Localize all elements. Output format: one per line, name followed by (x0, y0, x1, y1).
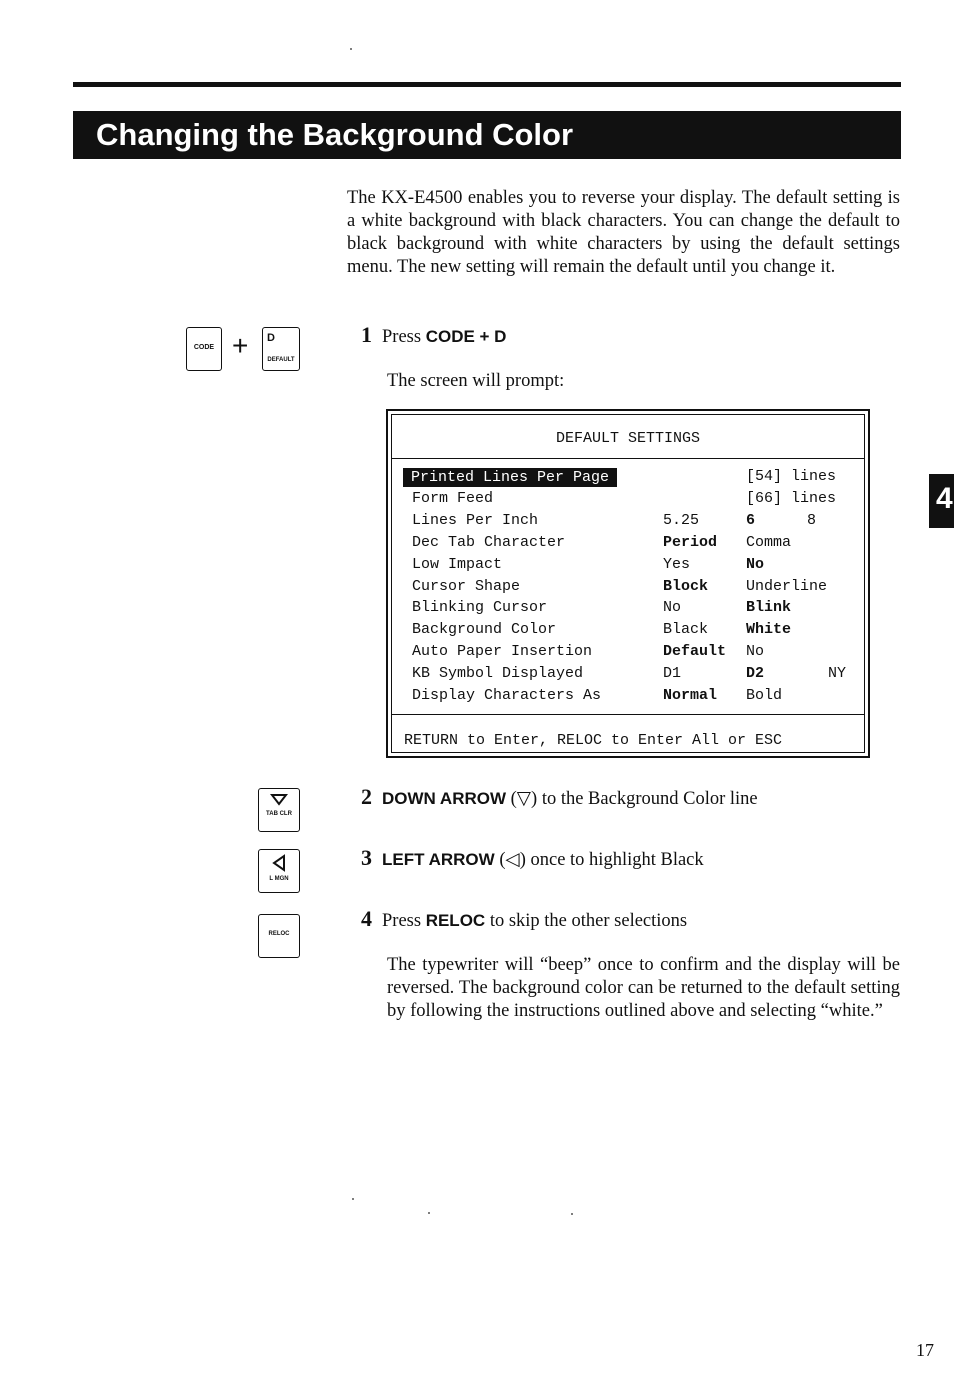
settings-row[interactable] (412, 643, 854, 665)
scan-speck (350, 48, 352, 50)
step-number: 2 (361, 784, 372, 809)
step-key: LEFT ARROW (382, 850, 495, 869)
screen-title: DEFAULT SETTINGS (555, 430, 701, 447)
setting-option-1: Yes (663, 555, 691, 573)
screen-divider (392, 458, 864, 459)
settings-row[interactable] (412, 578, 854, 600)
top-rule (73, 82, 901, 87)
page-number: 17 (916, 1340, 934, 1360)
setting-option-1: No (663, 599, 682, 617)
settings-row[interactable] (412, 599, 854, 621)
step-text: Press (382, 327, 426, 347)
default-settings-screen (386, 409, 870, 758)
step-text: to skip the other selections (485, 911, 688, 931)
reloc-key-icon (258, 914, 300, 958)
step-key: RELOC (425, 911, 486, 930)
plus-sign: + (232, 330, 249, 361)
l-mgn-label: L MGN (269, 876, 289, 882)
setting-option-2: Underline (746, 577, 828, 595)
screen-footer: RETURN to Enter, RELOC to Enter All or ESC (404, 732, 783, 749)
left-arrow-icon (271, 854, 287, 872)
prompt-text: The screen will prompt: (387, 371, 565, 391)
step-key: DOWN ARROW (382, 789, 507, 808)
setting-option-2: D2 (746, 665, 765, 683)
setting-label: Printed Lines Per Page (403, 468, 617, 487)
setting-option-2: No (746, 555, 765, 573)
settings-row[interactable] (412, 556, 854, 578)
setting-option-2: Comma (746, 533, 792, 551)
setting-option-2: Bold (746, 687, 783, 704)
settings-row[interactable] (412, 468, 854, 490)
setting-label: Low Impact (412, 555, 503, 573)
settings-row[interactable] (412, 621, 854, 643)
setting-option-2: [66] lines (746, 489, 837, 507)
setting-option-1: D1 (663, 665, 682, 683)
step-number: 4 (361, 906, 372, 931)
setting-option-1: Block (663, 577, 709, 595)
step-text: Press (382, 911, 426, 931)
settings-row[interactable] (412, 490, 854, 512)
step-3 (361, 845, 704, 871)
scan-speck (428, 1212, 430, 1214)
scan-speck (352, 1198, 354, 1200)
setting-label: Form Feed (412, 489, 494, 507)
left-arrow-l-mgn-key-icon (258, 849, 300, 893)
setting-option-1: Black (663, 621, 709, 639)
down-arrow-icon (270, 792, 288, 806)
setting-label: Cursor Shape (412, 577, 521, 595)
setting-label: Display Characters As (412, 687, 602, 704)
settings-row[interactable] (412, 512, 854, 534)
setting-option-2: No (746, 643, 765, 661)
step-number: 3 (361, 845, 372, 870)
chapter-tab (929, 474, 954, 528)
code-key-label: CODE (193, 344, 215, 351)
setting-option-2: [54] lines (746, 468, 837, 485)
setting-option-2: 6 (746, 511, 756, 529)
code-key-icon (186, 327, 222, 371)
settings-row[interactable] (412, 665, 854, 687)
intro-paragraph: The KX-E4500 enables you to reverse your display. The default setting is a white background with black characters. You can change the default to black background with white characters by using the default settings menu. The new setting will remain the default until you change it. (347, 188, 900, 277)
scan-speck (571, 1213, 573, 1215)
step-4 (361, 906, 687, 932)
d-key-label: D (267, 332, 275, 344)
tab-clr-label: TAB CLR (266, 811, 292, 817)
title-bar (73, 111, 901, 159)
setting-option-1: Normal (663, 687, 718, 704)
setting-option-2: White (746, 621, 792, 639)
step-text: (◁) once to highlight Black (494, 850, 704, 870)
down-arrow-tab-clr-key-icon (258, 788, 300, 832)
setting-option-3: 8 (807, 511, 817, 529)
setting-label: Dec Tab Character (412, 533, 566, 551)
page-title: Changing the Background Color (96, 117, 574, 152)
setting-option-1: 5.25 (663, 511, 700, 529)
step-1 (361, 322, 506, 348)
setting-option-2: Blink (746, 599, 792, 617)
setting-label: Auto Paper Insertion (412, 643, 593, 661)
settings-row[interactable] (412, 687, 854, 709)
step-number: 1 (361, 322, 372, 347)
setting-label: Lines Per Inch (412, 511, 539, 529)
screen-divider (392, 714, 864, 715)
setting-label: KB Symbol Displayed (412, 665, 584, 683)
step-key: CODE + D (425, 327, 507, 346)
step-2 (361, 784, 758, 810)
setting-label: Background Color (412, 621, 557, 639)
setting-label: Blinking Cursor (412, 599, 548, 617)
closing-paragraph: The typewriter will “beep” once to confirm and the display will be reversed. The background color can be returned to the default setting by following the instructions outlined above and selecting “white.” (387, 955, 900, 1021)
chapter-number: 4 (936, 482, 953, 515)
step-text: (▽) to the Background Color line (506, 789, 758, 809)
setting-option-1: Default (663, 643, 727, 661)
setting-option-1: Period (663, 533, 718, 551)
reloc-label: RELOC (268, 931, 290, 937)
d-default-key-icon (262, 327, 300, 371)
default-key-label: DEFAULT (267, 357, 295, 363)
setting-option-3: NY (828, 665, 847, 683)
settings-row[interactable] (412, 534, 854, 556)
